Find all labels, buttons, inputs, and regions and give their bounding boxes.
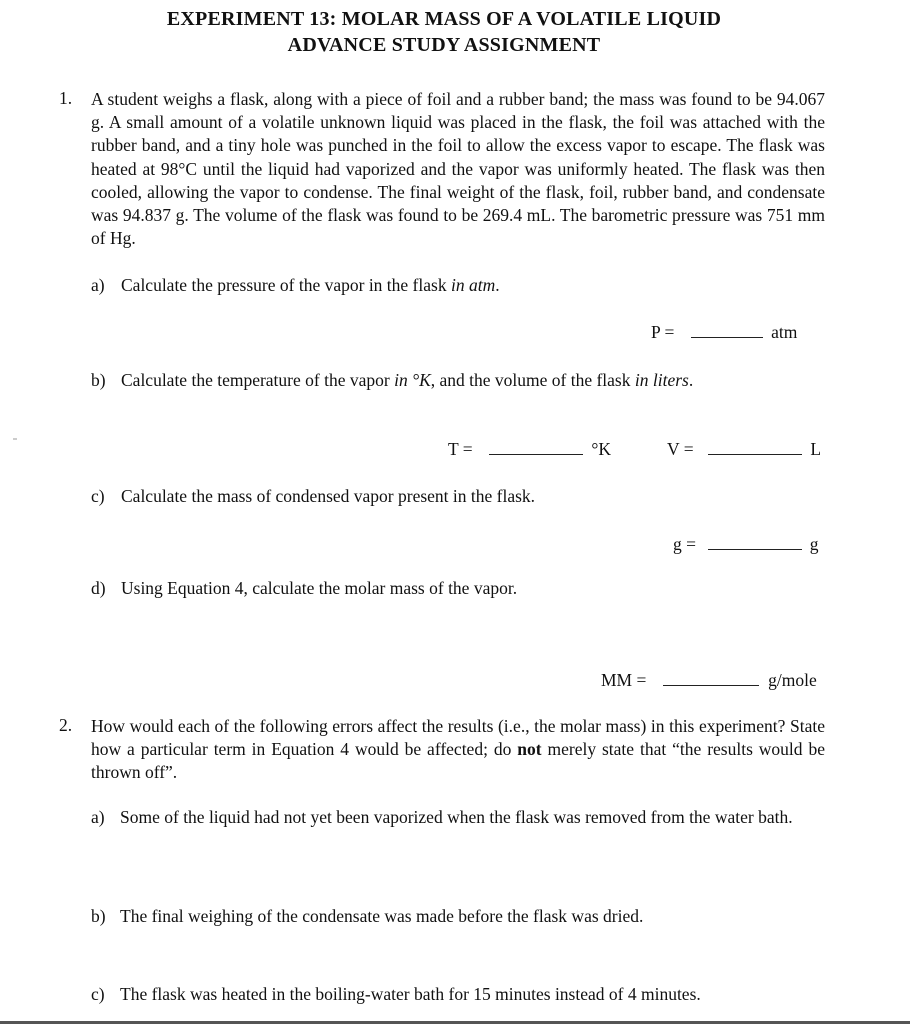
answer-volume <box>667 439 821 459</box>
question-2b <box>91 905 643 928</box>
question-1c-label: c) <box>91 486 105 506</box>
question-1b-text-suffix: . <box>688 370 694 390</box>
answer-volume-variable: V = <box>667 439 694 459</box>
question-2-text <box>91 715 825 785</box>
answer-molar-mass-variable: MM = <box>601 670 647 690</box>
answer-temperature-variable: T = <box>448 439 473 459</box>
question-2c-label: c) <box>91 984 105 1004</box>
answer-temperature-unit: °K <box>591 439 612 459</box>
assignment-subtitle: ADVANCE STUDY ASSIGNMENT <box>287 34 601 56</box>
answer-pressure-blank[interactable] <box>691 323 763 338</box>
question-1a-label: a) <box>91 275 105 295</box>
question-1b-text-prefix: Calculate the temperature of the vapor <box>121 370 395 390</box>
answer-molar-mass-unit: g/mole <box>768 670 817 690</box>
answer-mass <box>673 534 819 554</box>
question-2a <box>91 806 824 829</box>
question-1d-label: d) <box>91 578 106 598</box>
question-1b-label: b) <box>91 370 106 390</box>
question-1d <box>91 577 517 600</box>
question-2a-label: a) <box>91 807 105 827</box>
answer-volume-blank[interactable] <box>708 440 802 455</box>
question-1a <box>91 274 500 297</box>
answer-pressure-unit: atm <box>771 322 798 342</box>
question-2a-text: Some of the liquid had not yet been vaporized when the flask was removed from the water bath. <box>120 807 793 827</box>
answer-molar-mass-blank[interactable] <box>663 671 759 686</box>
answer-pressure-variable: P = <box>651 322 675 342</box>
question-1-text: A student weighs a flask, along with a piece of foil and a rubber band; the mass was found to be 94.067 g. A small amount of a volatile unknown liquid was placed in the flask, the foil was attached with the rubber band, and a tiny hole was punched in the foil to allow the excess vapor to escape. The flask was heated at 98°C until the liquid had vaporized and the vapor was uniformly heated. The flask was then cooled, allowing the vapor to condense. The final weight of the flask, foil, rubber band, and condensate was 94.837 g. The volume of the flask was found to be 269.4 mL. The barometric pressure was 751 mm of Hg. <box>91 89 825 249</box>
question-1c-text: Calculate the mass of condensed vapor present in the flask. <box>121 486 536 506</box>
answer-volume-unit: L <box>810 439 822 459</box>
question-2-text-before: How would each of the following errors affect the results (i.e., the molar mass) in this experiment? State how a particular term in Equation 4 would be affected; do <box>91 716 825 760</box>
question-1a-text-suffix: . <box>495 275 500 295</box>
question-1b-text-emph2: in liters <box>634 370 689 390</box>
question-2c-text: The flask was heated in the boiling-water bath for 15 minutes instead of 4 minutes. <box>120 984 701 1004</box>
question-1b-text-emph1: in °K <box>394 370 431 390</box>
question-2b-label: b) <box>91 906 106 926</box>
question-1c <box>91 485 535 508</box>
answer-mass-unit: g <box>809 534 819 554</box>
question-1b <box>91 369 693 392</box>
question-2-text-bold: not <box>517 739 542 760</box>
scan-mark <box>13 438 17 440</box>
assignment-title: EXPERIMENT 13: MOLAR MASS OF A VOLATILE LIQUID <box>166 8 722 30</box>
question-1a-text-emph: in atm <box>450 275 496 295</box>
question-2c <box>91 983 701 1006</box>
answer-pressure <box>651 322 797 342</box>
question-1a-text-prefix: Calculate the pressure of the vapor in the flask <box>121 275 451 295</box>
question-1d-text: Using Equation 4, calculate the molar mass of the vapor. <box>121 578 518 598</box>
question-2-text-after: merely state that “the results would be thrown off”. <box>91 739 825 783</box>
question-2b-text: The final weighing of the condensate was made before the flask was dried. <box>120 906 644 926</box>
question-1-number: 1. <box>59 88 73 108</box>
question-2-number: 2. <box>59 715 73 735</box>
answer-temperature <box>448 439 611 459</box>
answer-mass-variable: g = <box>673 534 696 554</box>
question-1b-text-mid: , and the volume of the flask <box>430 370 635 390</box>
answer-mass-blank[interactable] <box>708 535 802 550</box>
answer-temperature-blank[interactable] <box>489 440 583 455</box>
answer-molar-mass <box>601 670 817 690</box>
